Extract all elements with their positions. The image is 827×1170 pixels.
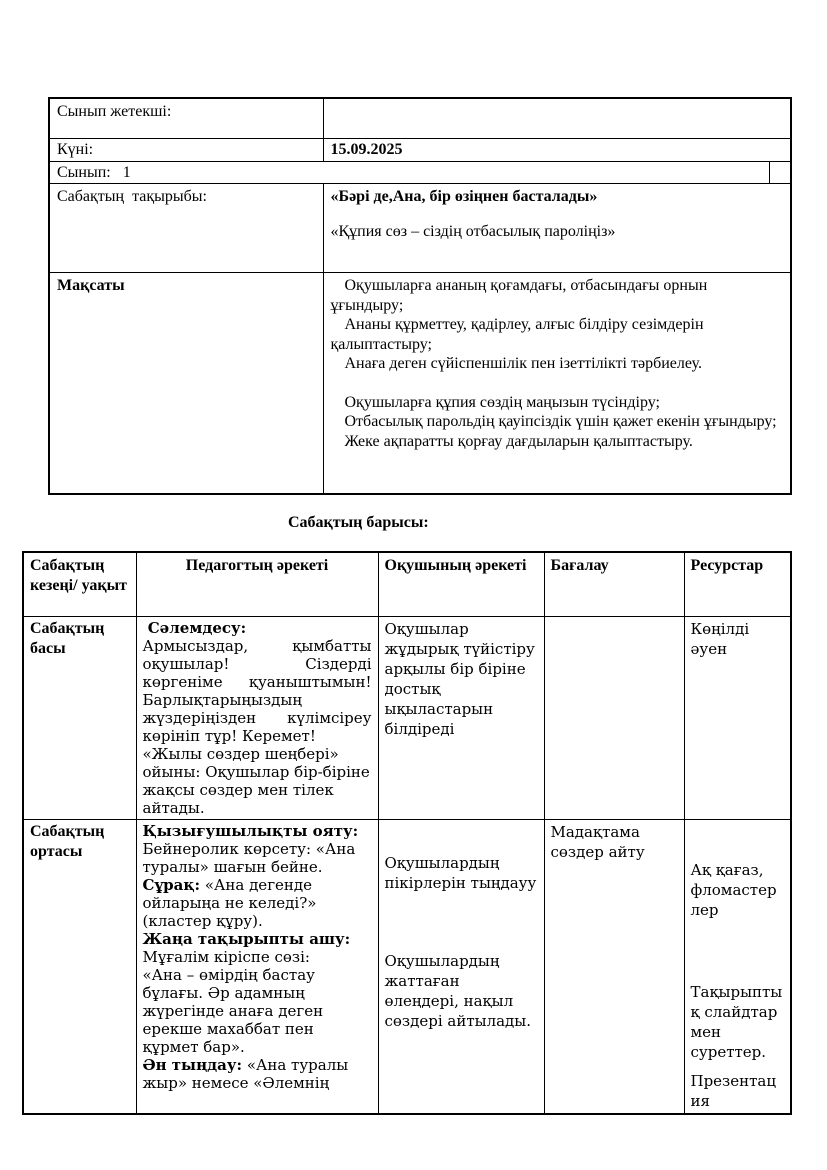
class-label-cell: Сынып: 1 — [49, 161, 769, 184]
student-middle-cell — [378, 820, 544, 1115]
resource-paper: Ақ қағаз, фломастерлер — [690, 861, 777, 919]
stage-start-cell: Сабақтың басы — [23, 617, 136, 820]
new-topic-heading: Жаңа тақырыпты ашу: — [142, 930, 351, 948]
resources-start-cell: Көңілді әуен — [684, 617, 791, 820]
topic-value-cell — [323, 184, 791, 273]
header-row — [23, 552, 791, 617]
greeting-text: Армысыздар, қымбатты оқушылар! Сіздерді көргеніме қуаныштымын! Барлықтарыңыздың жүздеріңізден күлімсіреу көрініп тұр! Керемет! — [142, 637, 372, 745]
teacher-intro-quote: «Ана – өмірдің бастау бұлағы. Әр адамның жүрегінде анаға деген ерекше махаббат пен құрмет бар». — [142, 966, 324, 1056]
song-label: Ән тыңдау: — [142, 1056, 243, 1074]
section-heading: Сабақтың барысы: — [288, 514, 429, 531]
goal-item: Оқушыларға ананың қоғамдағы, отбасындағы орнын ұғындыру; — [330, 277, 708, 314]
stage-middle-cell: Сабақтың ортасы — [23, 820, 136, 1115]
lesson-start-row — [23, 617, 791, 820]
student-opinions: Оқушылардың пікірлерін тыңдауу — [384, 854, 537, 892]
lesson-middle-row — [23, 820, 791, 1115]
resource-presentation: Презентация — [690, 1072, 777, 1110]
header-stage: Сабақтың кезеңі/ уақыт — [23, 552, 136, 617]
topic-label-cell: Сабақтың тақырыбы: — [49, 184, 323, 273]
goal-value-cell — [323, 273, 791, 495]
supervisor-row — [49, 98, 791, 139]
assessment-start-cell — [544, 617, 684, 820]
lesson-info-table — [48, 97, 792, 495]
class-extra-cell — [769, 161, 791, 184]
date-label-cell: Күні: — [49, 139, 323, 162]
date-row — [49, 139, 791, 162]
goal-item: Жеке ақпаратты қорғау дағдыларын қалыптастыру. — [344, 432, 693, 450]
warm-words-game: «Жылы сөздер шеңбері» ойыны: Оқушылар бір-біріне жақсы сөздер мен тілек айтады. — [142, 745, 370, 817]
song-text: «Ана туралы жыр» немесе «Әлемнің — [142, 1056, 353, 1092]
lesson-flow-table — [22, 551, 792, 1115]
resource-slides: Тақырыптық слайдтар мен суреттер. — [690, 983, 783, 1061]
question-label: Сұрақ: — [142, 876, 201, 894]
header-assessment: Бағалау — [544, 552, 684, 617]
goal-item: Отбасылық парольдің қауіпсіздік үшін қажет екенін ұғындыру; — [344, 413, 777, 430]
topic-subtitle: «Құпия сөз – сіздің отбасылық пароліңіз» — [330, 222, 616, 240]
student-poems: Оқушылардың жаттаған өлеңдері, нақыл сөздері айтылады. — [384, 952, 531, 1030]
teacher-intro-label: Мұғалім кіріспе сөзі: — [142, 948, 310, 966]
teacher-start-cell — [136, 617, 378, 820]
supervisor-label-cell: Сынып жетекші: — [49, 98, 323, 139]
header-resources: Ресурстар — [684, 552, 791, 617]
teacher-middle-cell — [136, 820, 378, 1115]
resources-middle-cell — [684, 820, 791, 1115]
goal-item: Анаға деген сүйіспеншілік пен ізеттілікті тәрбиелеу. — [344, 355, 702, 372]
greeting-heading: Сәлемдесу: — [142, 619, 247, 637]
topic-row — [49, 184, 791, 273]
goal-row — [49, 273, 791, 495]
class-row — [49, 161, 791, 184]
question-text: «Ана дегенде ойларыңа не келеді?» (кластер құру). — [142, 876, 322, 930]
assessment-middle-cell: Мадақтама сөздер айту — [544, 820, 684, 1115]
video-text: Бейнеролик көрсету: «Ана туралы» шағын бейне. — [142, 840, 356, 876]
date-value-cell: 15.09.2025 — [323, 139, 791, 162]
goal-item: Ананы құрметтеу, қадірлеу, алғыс білдіру сезімдерін қалыптастыру; — [330, 316, 704, 353]
header-student: Оқушының әрекеті — [378, 552, 544, 617]
interest-heading: Қызығушылықты ояту: — [142, 822, 359, 840]
header-teacher: Педагогтың әрекеті — [136, 552, 378, 617]
topic-title: «Бәрі де,Ана, бір өзіңнен басталады» — [330, 188, 598, 205]
supervisor-value-cell — [323, 98, 791, 139]
goal-label-cell: Мақсаты — [49, 273, 323, 495]
student-start-cell: Оқушылар жұдырық түйістіру арқылы бір біріне достық ықыластарын білдіреді — [378, 617, 544, 820]
goal-item: Оқушыларға құпия сөздің маңызын түсіндіру; — [344, 393, 660, 411]
